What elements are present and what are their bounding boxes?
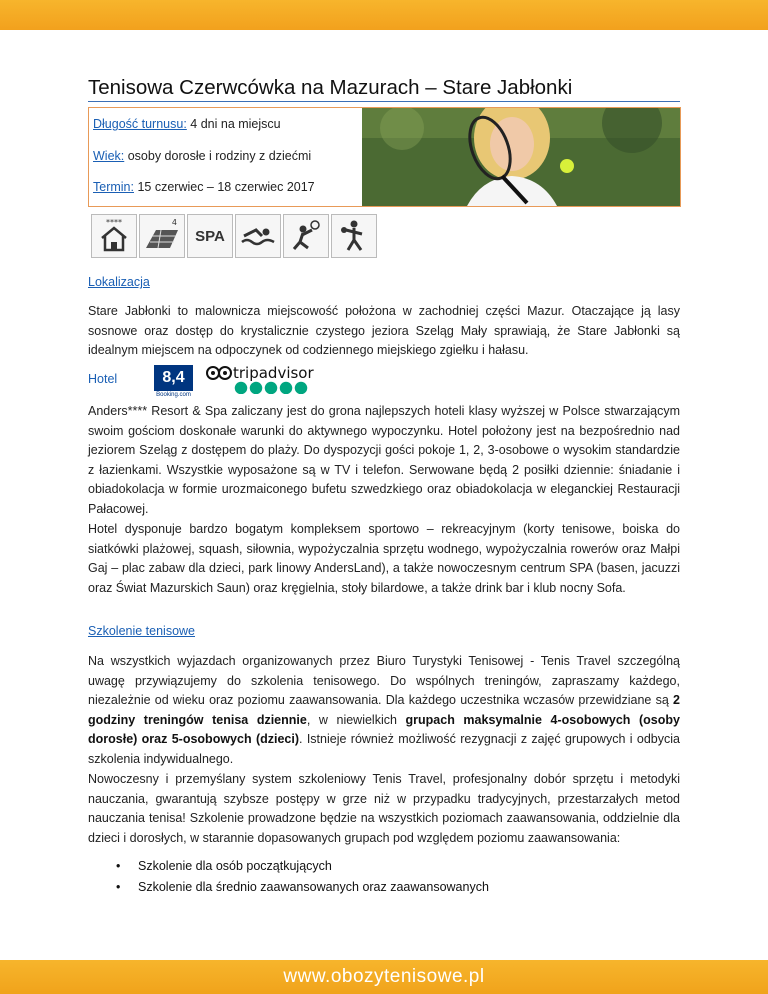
footer-url: www.obozytenisowe.pl bbox=[283, 966, 485, 987]
fitness-icon bbox=[331, 214, 377, 258]
age-value: osoby dorosłe i rodziny z dziećmi bbox=[124, 149, 312, 163]
rating-dot bbox=[296, 383, 307, 394]
date-row bbox=[93, 180, 315, 194]
hotel-description-2: Hotel dysponuje bardzo bogatym kompleksem sportowo – rekreacyjnym (korty tenisowe, boiska do siatkówki plażowej, squash, siłownia, wypożyczalnia sprzętu wodnego, wypożyczalnia rowerów oraz Małpi Gaj – plac zabaw dla dzieci, park linowy AndersLand), a także nowoczesnym centrum SPA (basen, jacuzzi oraz Świat Mazurskich Saun) oraz kręgielnia, stoły bilardowe, a także drink bar i klub nocny Sofa. bbox=[88, 522, 680, 595]
tripadvisor-rating-dots bbox=[236, 383, 307, 394]
hotel-icon bbox=[91, 214, 137, 258]
tripadvisor-name: tripadvisor bbox=[233, 364, 314, 382]
tennis-court-icon bbox=[139, 214, 185, 258]
tennis-player-image bbox=[362, 108, 680, 206]
training-text-e: . Istnieje również możliwość rezygnacji z zajęć grupowych i odbycia szkolenia indywidualnego. bbox=[88, 732, 680, 766]
volleyball-icon bbox=[283, 214, 329, 258]
rating-dot bbox=[266, 383, 277, 394]
training-groups: grupach maksymalnie 4-osobowych (osoby dorosłe) oraz 5-osobowych (dzieci) bbox=[88, 712, 680, 746]
booking-badge bbox=[154, 365, 193, 399]
tripadvisor-icon bbox=[205, 364, 315, 394]
date-value: 15 czerwiec – 18 czerwiec 2017 bbox=[133, 180, 315, 194]
location-heading: Lokalizacja bbox=[88, 275, 150, 289]
training-hours: 2 godziny treningów tenisa dziennie bbox=[88, 693, 680, 727]
booking-name: Booking.com bbox=[154, 391, 193, 399]
age-row bbox=[93, 149, 311, 163]
rating-dot bbox=[236, 383, 247, 394]
training-text-a: Na wszystkich wyjazdach organizowanych przez Biuro Turystyki Tenisowej - Tenis Travel szczególną uwagę przywiązujemy do szkolenia tenisowego. Do wspólnych treningów, zapraszamy każdego, niezależnie od wieku oraz poziomu zaawansowania. Dla każdego uczestnika wczasów przewidziane są bbox=[88, 654, 680, 707]
page-title: Tenisowa Czerwcówka na Mazurach – Stare Jabłonki bbox=[88, 76, 573, 99]
spa-icon bbox=[187, 214, 233, 258]
hotel-heading: Hotel bbox=[88, 372, 118, 386]
location-text: Stare Jabłonki to malownicza miejscowość położona w zachodniej części Mazur. Otaczające ją lasy sosnowe oraz dostęp do krystalicznie czystego jeziora Szeląg Mały sprawiają, że Stare Jabłonki są idealnym miejscem na odpoczynek od codziennego miejskiego zgiełku i hałasu. bbox=[88, 304, 680, 357]
booking-score: 8,4 bbox=[162, 369, 185, 386]
duration-value: 4 dni na miejscu bbox=[186, 117, 281, 131]
duration-label: Długość turnusu: bbox=[93, 117, 187, 131]
title-divider bbox=[88, 101, 680, 102]
hotel-stars: **** bbox=[106, 218, 122, 227]
list-item: • Szkolenie dla osób początkujących bbox=[88, 856, 489, 877]
list-item: • Szkolenie dla średnio zaawansowanych oraz zaawansowanych bbox=[88, 877, 489, 898]
training-description-2: Nowoczesny i przemyślany system szkoleniowy Tenis Travel, profesjonalny dobór sprzętu i metodyki nauczania, gwarantują szybsze postępy w grze niż w przypadku tradycyjnych, przestarzałych metod nauczania tenisa! Szkolenie prowadzone będzie na wszystkich poziomach zaawansowania, oddzielnie dla dzieci i dorosłych, w starannie dopasowanych grupach pod względem poziomu zaawansowania: bbox=[88, 772, 680, 845]
hotel-description-1: Anders**** Resort & Spa zaliczany jest do grona najlepszych hoteli klasy wyższej w Polsce stwarzającym swoim gościom doskonałe warunki do aktywnego wypoczynku. Hotel położony jest na bezpośrednio nad jeziorem Szeląg z dostępem do plaży. Do dyspozycji gości pokoje 1, 2, 3-osobowe o wysokim standardzie z łazienkami. Wszystkie wyposażone są w TV i telefon. Serwowane będą 2 posiłki dziennie: śniadanie i obiadokolacja w formie urozmaiconego bufetu szwedzkiego oraz obiadokolacja w eleganckiej Restauracji Pałacowej. bbox=[88, 404, 680, 516]
training-levels-list bbox=[88, 856, 489, 898]
date-label: Termin: bbox=[93, 180, 134, 194]
training-description-1 bbox=[88, 652, 680, 769]
training-heading: Szkolenie tenisowe bbox=[88, 624, 196, 638]
spa-label: SPA bbox=[195, 227, 225, 245]
tennis-player-photo bbox=[362, 107, 681, 207]
rating-dot bbox=[251, 383, 262, 394]
footer-bar bbox=[0, 960, 768, 994]
age-label: Wiek: bbox=[93, 149, 125, 163]
header-bar bbox=[0, 0, 768, 30]
trip-info-box bbox=[88, 107, 363, 207]
duration-row bbox=[93, 117, 281, 131]
rating-dot bbox=[281, 383, 292, 394]
swimming-icon bbox=[235, 214, 281, 258]
tripadvisor-logo bbox=[205, 364, 315, 399]
training-text-c: , w niewielkich bbox=[306, 712, 406, 727]
amenity-icons bbox=[91, 214, 377, 258]
courts-count: 4 bbox=[171, 218, 177, 227]
